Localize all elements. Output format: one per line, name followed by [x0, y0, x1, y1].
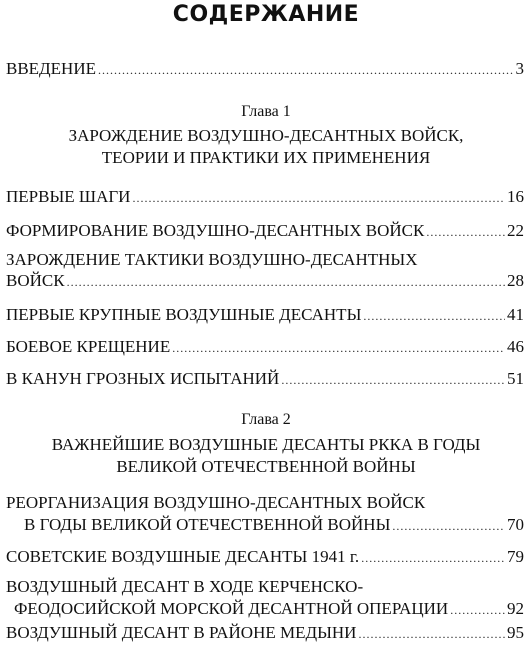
toc-entry-label-line1: РЕОРГАНИЗАЦИЯ ВОЗДУШНО-ДЕСАНТНЫХ ВОЙСК — [6, 493, 426, 512]
toc-entry-label: ФЕОДОСИЙСКОЙ МОРСКОЙ ДЕСАНТНОЙ ОПЕРАЦИИ — [14, 599, 449, 618]
toc-page-number: 95 — [507, 623, 524, 642]
toc-entry-label-line1: ЗАРОЖДЕНИЕ ТАКТИКИ ВОЗДУШНО-ДЕСАНТНЫХ — [6, 250, 418, 269]
dot-leader — [361, 553, 505, 567]
toc-entry[interactable] — [6, 514, 524, 535]
dot-leader — [172, 343, 505, 357]
page-title: СОДЕРЖАНИЕ — [172, 2, 360, 27]
chapter-2-title-line1: ВАЖНЕЙШИЕ ВОЗДУШНЫЕ ДЕСАНТЫ РККА В ГОДЫ — [51, 435, 481, 454]
chapter-2-title-line2: ВЕЛИКОЙ ОТЕЧЕСТВЕННОЙ ВОЙНЫ — [116, 457, 416, 476]
toc-entry-label: В ГОДЫ ВЕЛИКОЙ ОТЕЧЕСТВЕННОЙ ВОЙНЫ — [24, 515, 391, 534]
dot-leader — [392, 521, 505, 535]
toc-entry[interactable] — [6, 622, 524, 643]
toc-page-number: 22 — [507, 221, 524, 240]
dot-leader — [363, 311, 505, 325]
toc-page-number: 70 — [507, 515, 524, 534]
chapter-1-title-line1: ЗАРОЖДЕНИЕ ВОЗДУШНО-ДЕСАНТНЫХ ВОЙСК, — [68, 126, 464, 145]
toc-entry[interactable] — [6, 270, 524, 291]
toc-entry-label: ПЕРВЫЕ ШАГИ — [6, 187, 131, 206]
toc-page-number: 51 — [507, 369, 524, 388]
toc-entry[interactable] — [6, 598, 524, 619]
chapter-1-label: Глава 1 — [241, 103, 291, 120]
toc-entry-label: ВОЙСК — [6, 271, 65, 290]
dot-leader — [132, 193, 505, 207]
toc-page-number: 79 — [507, 547, 524, 566]
toc-page-number: 41 — [507, 305, 524, 324]
dot-leader — [67, 277, 505, 291]
toc-entry-label: В КАНУН ГРОЗНЫХ ИСПЫТАНИЙ — [6, 369, 280, 388]
chapter-2-label: Глава 2 — [241, 411, 291, 428]
dot-leader — [98, 65, 514, 79]
toc-page-number: 28 — [507, 271, 524, 290]
toc-entry[interactable] — [6, 336, 524, 357]
toc-entry-label-line1: ВОЗДУШНЫЙ ДЕСАНТ В ХОДЕ КЕРЧЕНСКО- — [6, 577, 364, 596]
toc-entry-label: БОЕВОЕ КРЕЩЕНИЕ — [6, 337, 171, 356]
toc-entry-intro[interactable] — [6, 58, 524, 79]
dot-leader — [358, 629, 505, 643]
toc-entry-label: ВОЗДУШНЫЙ ДЕСАНТ В РАЙОНЕ МЕДЫНИ — [6, 623, 357, 642]
toc-entry[interactable] — [6, 186, 524, 207]
toc-page-number: 92 — [507, 599, 524, 618]
dot-leader — [450, 605, 505, 619]
chapter-1-title-line2: ТЕОРИИ И ПРАКТИКИ ИХ ПРИМЕНЕНИЯ — [101, 148, 431, 167]
dot-leader — [281, 375, 505, 389]
toc-page-number: 3 — [515, 59, 524, 78]
toc-entry-label: ФОРМИРОВАНИЕ ВОЗДУШНО-ДЕСАНТНЫХ ВОЙСК — [6, 221, 425, 240]
toc-entry-label: ВВЕДЕНИЕ — [6, 59, 96, 78]
toc-page-number: 46 — [507, 337, 524, 356]
toc-entry[interactable] — [6, 220, 524, 241]
toc-entry[interactable] — [6, 304, 524, 325]
toc-entry[interactable] — [6, 546, 524, 567]
toc-entry-label: СОВЕТСКИЕ ВОЗДУШНЫЕ ДЕСАНТЫ 1941 г. — [6, 547, 360, 566]
toc-page-number: 16 — [507, 187, 524, 206]
dot-leader — [426, 227, 505, 241]
toc-entry[interactable] — [6, 368, 524, 389]
toc-entry-label: ПЕРВЫЕ КРУПНЫЕ ВОЗДУШНЫЕ ДЕСАНТЫ — [6, 305, 362, 324]
